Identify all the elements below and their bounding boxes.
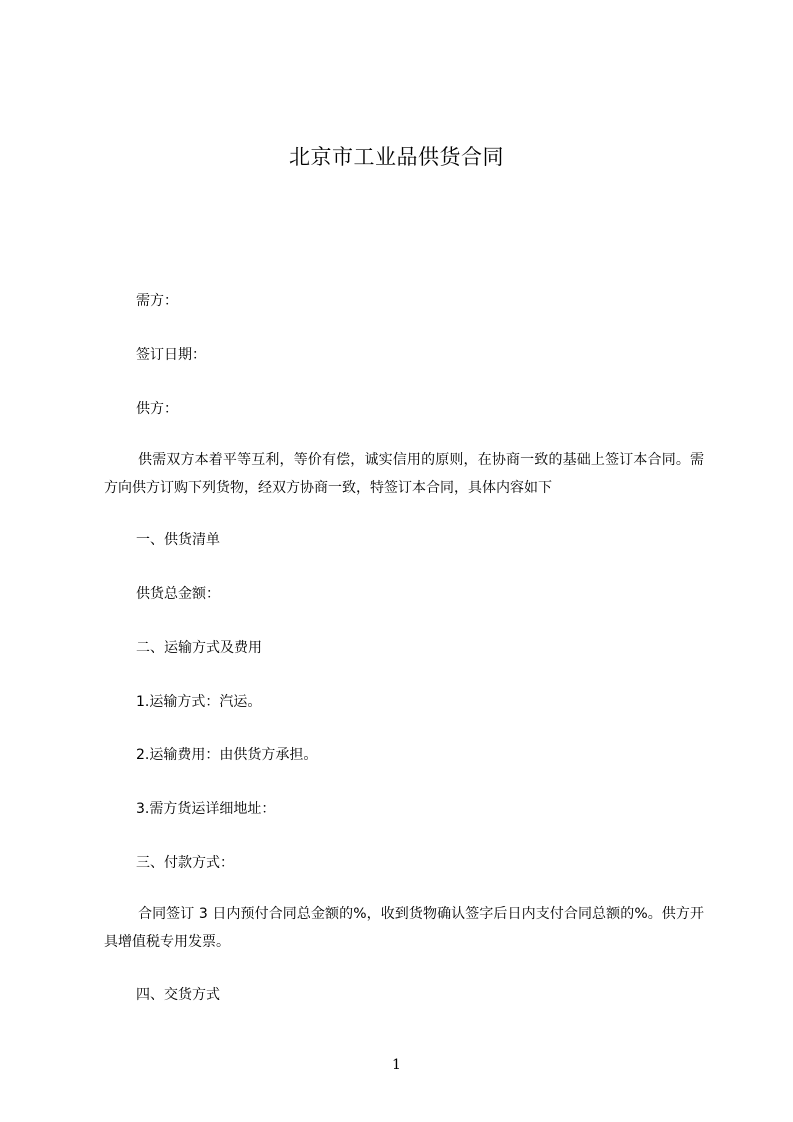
intro-paragraph: 供需双方本着平等互利，等价有偿，诚实信用的原则，在协商一致的基础上签订本合同。需方向供方订购下列货物，经双方协商一致，特签订本合同，具体内容如下 [104, 452, 704, 496]
supplier-label: 供方： [136, 401, 178, 417]
buyer-label: 需方： [136, 293, 178, 309]
section-4-heading: 四、交货方式 [136, 987, 220, 1003]
delivery-address-label: 3.需方货运详细地址： [136, 801, 276, 817]
payment-paragraph: 合同签订 3 日内预付合同总金额的%，收到货物确认签字后日内支付合同总额的%。供方开具增值税专用发票。 [104, 906, 704, 950]
total-amount-label: 供货总金额： [136, 586, 220, 602]
document-title: 北京市工业品供货合同 [289, 145, 504, 169]
section-2-heading: 二、运输方式及费用 [136, 640, 262, 656]
sign-date-label: 签订日期： [136, 347, 206, 363]
section-3-heading: 三、付款方式： [136, 855, 234, 871]
page-number: 1 [392, 1057, 401, 1073]
transport-cost: 2.运输费用：由供货方承担。 [136, 747, 318, 763]
transport-method: 1.运输方式：汽运。 [136, 694, 262, 710]
section-1-heading: 一、供货清单 [136, 532, 220, 548]
